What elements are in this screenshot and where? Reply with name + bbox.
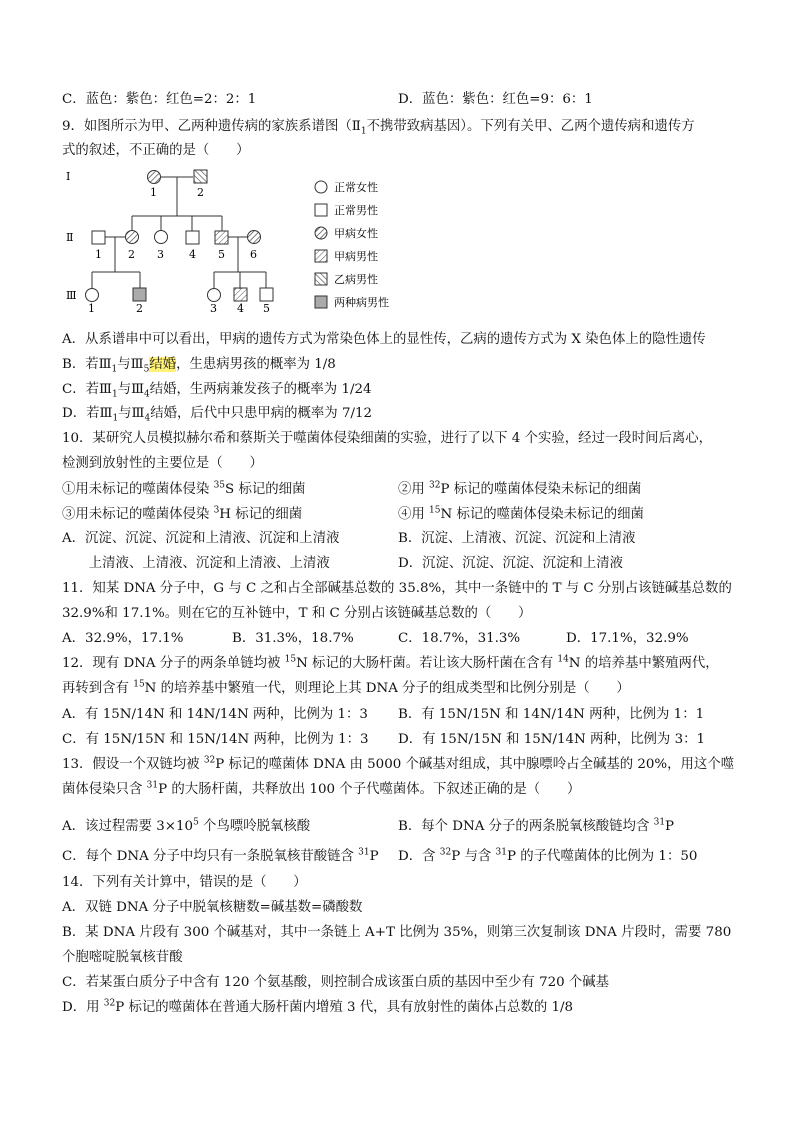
legend-b-male: 乙病男性 — [334, 273, 378, 286]
gen3-male-4 — [234, 288, 247, 301]
legend-normal-female: 正常女性 — [334, 181, 378, 194]
q12-option-a: A．有 15N/14N 和 14N/14N 两种，比例为 1：3 — [62, 707, 368, 722]
gen-label-2: Ⅱ — [66, 231, 74, 244]
q11-stem-line1: 11．知某 DNA 分子中，G 与 C 之和占全部碱基总数的 35.8%，其中一条链中的 T 与 C 分别占该链碱基总数的 — [62, 581, 732, 596]
q8-option-d: D．蓝色：紫色：红色=9：6：1 — [398, 92, 593, 107]
gen2-num-4: 4 — [189, 248, 196, 261]
legend-a-female: 甲病女性 — [334, 227, 378, 240]
q10-option-b: B．沉淀、上清液、沉淀、沉淀和上清液 — [398, 531, 636, 546]
q11-option-c: C．18.7%，31.3% — [398, 631, 521, 646]
gen3-num-5: 5 — [263, 302, 270, 313]
gen2-num-5: 5 — [218, 248, 225, 261]
q10-exp-2: ②用 $^{32}$P 标记的噬菌体侵染未标记的细菌 — [398, 480, 642, 497]
q14-option-b-line1: B．某 DNA 片段有 300 个碱基对，其中一条链上 A+T 比例为 35%，则第三次复制该 DNA 片段时，需要 780 — [62, 925, 732, 940]
q8-option-c: C．蓝色：紫色：红色=2：2：1 — [62, 92, 257, 107]
q13-option-a: A．该过程需要 $3\times 10^5$ 个鸟嘌呤脱氧核酸 — [62, 817, 311, 834]
gen3-num-3: 3 — [210, 302, 217, 313]
q11-option-d: D．17.1%，32.9% — [566, 631, 689, 646]
q13-option-c: C．每个 DNA 分子中均只有一条脱氧核苷酸链含 $^{31}$P — [62, 847, 379, 864]
gen2-female-3 — [155, 231, 168, 244]
gen1-num-2: 2 — [197, 186, 204, 199]
q11-option-a: A．32.9%，17.1% — [62, 631, 184, 646]
q14-stem: 14．下列有关计算中，错误的是（ ） — [62, 875, 307, 890]
gen3-female-1 — [86, 289, 99, 302]
gen1-num-1: 1 — [150, 186, 157, 199]
q14-option-c: C．若某蛋白质分子中含有 120 个氨基酸，则控制合成该蛋白质的基因中至少有 720 个碱基 — [62, 975, 610, 990]
gen3-num-4: 4 — [237, 302, 244, 313]
q14-option-b-line2: 个胞嘧啶脱氧核苷酸 — [62, 950, 183, 965]
q10-option-c: 上清液、上清液、沉淀和上清液、上清液 — [62, 556, 330, 571]
gen2-male-4 — [186, 231, 199, 244]
q10-option-d: D．沉淀、沉淀、沉淀、沉淀和上清液 — [398, 556, 623, 571]
gen2-male-1 — [92, 231, 105, 244]
q10-stem-line2: 检测到放射性的主要位是（ ） — [62, 456, 263, 471]
q12-option-c: C．有 15N/15N 和 15N/14N 两种，比例为 1：3 — [62, 732, 369, 747]
q10-exp-4: ④用 $^{15}$N 标记的噬菌体侵染未标记的细菌 — [398, 505, 644, 522]
q9-option-b: B．若$Ⅲ_1$与$Ⅲ_5$结婚，生患病男孩的概率为 1/8 — [62, 357, 336, 375]
q12-stem-line1: 12．现有 DNA 分子的两条单链均被 $^{15}$N 标记的大肠杆菌。若让该大肠杆菌在含有 $^{14}$N 的培养基中繁殖两代， — [62, 654, 719, 671]
legend-normal-male: 正常男性 — [334, 204, 378, 217]
q13-option-d: D．含 $^{32}$P 与含 $^{31}$P 的子代噬菌体的比例为 1：50 — [398, 847, 698, 864]
pedigree-diagram — [62, 168, 407, 313]
gen3-male-2 — [133, 288, 146, 301]
q13-stem-line1: 13．假设一个双链均被 $^{32}$P 标记的噬菌体 DNA 由 5000 个碱基对组成，其中腺嘌呤占全碱基的 20%，用这个噬 — [62, 755, 735, 772]
q9-option-c: C．若$Ⅲ_1$与$Ⅲ_4$结婚，生两病兼发孩子的概率为 1/24 — [62, 382, 372, 400]
gen2-male-5 — [215, 231, 228, 244]
q12-stem-line2: 再转到含有 $^{15}$N 的培养基中繁殖一代，则理论上其 DNA 分子的组成类型和比例分别是（ ） — [62, 679, 630, 696]
gen1-female-affected-a — [148, 171, 161, 184]
q11-option-b: B．31.3%，18.7% — [232, 631, 354, 646]
gen-label-1: Ⅰ — [66, 170, 71, 183]
gen3-male-5 — [260, 288, 273, 301]
q12-option-d: D．有 15N/15N 和 15N/14N 两种，比例为 3：1 — [398, 732, 706, 747]
gen2-female-2 — [126, 231, 139, 244]
q9-option-d: D．若$Ⅲ_1$与$Ⅲ_4$结婚，后代中只患甲病的概率为 7/12 — [62, 406, 373, 424]
q14-option-d: D．用 $^{32}$P 标记的噬菌体在普通大肠杆菌内增殖 3 代，具有放射性的菌体占总数的 1/8 — [62, 998, 574, 1015]
q14-option-a: A．双链 DNA 分子中脱氧核糖数=碱基数=磷酸数 — [62, 900, 363, 915]
q10-exp-3: ③用未标记的噬菌体侵染 $^3$H 标记的细菌 — [62, 505, 303, 522]
gen-label-3: Ⅲ — [66, 289, 77, 302]
legend-a-male: 甲病男性 — [334, 250, 378, 263]
gen2-num-2: 2 — [128, 248, 135, 261]
q9-option-a: A．从系谱串中可以看出，甲病的遗传方式为常染色体上的显性传，乙病的遗传方式为 X 染色体上的隐性遗传 — [62, 332, 706, 347]
q10-option-a: A．沉淀、沉淀、沉淀和上清液、沉淀和上清液 — [62, 531, 340, 546]
q10-exp-1: ①用未标记的噬菌体侵染 $^{35}$S 标记的细菌 — [62, 480, 306, 497]
q9-stem-line2: 式的叙述，不正确的是（ ） — [62, 143, 250, 158]
gen3-num-1: 1 — [88, 302, 95, 313]
gen3-num-2: 2 — [136, 302, 143, 313]
gen3-female-3 — [208, 289, 221, 302]
legend-both-male: 两种病男性 — [334, 296, 389, 309]
gen2-num-6: 6 — [250, 248, 257, 261]
q11-stem-line2: 32.9%和 17.1%。则在它的互补链中，T 和 C 分别占该链碱基总数的（ ） — [62, 606, 532, 621]
q12-option-b: B．有 15N/15N 和 14N/14N 两种，比例为 1：1 — [398, 707, 705, 722]
gen2-num-3: 3 — [157, 248, 164, 261]
q13-option-b: B．每个 DNA 分子的两条脱氧核酸链均含 $^{31}$P — [398, 817, 675, 834]
gen1-male-affected-b — [194, 170, 207, 183]
q13-stem-line2: 菌体侵染只含 $^{31}$P 的大肠杆菌，共释放出 100 个子代噬菌体。下叙述正确的是（ ） — [62, 780, 581, 797]
q9-stem-line1: 9．如图所示为甲、乙两种遗传病的家族系谱图（$Ⅱ_1$不携带致病基因）。下列有关甲、乙两个遗传病和遗传方 — [62, 119, 695, 137]
q10-stem-line1: 10．某研究人员模拟赫尔希和蔡斯关于噬菌体侵染细菌的实验，进行了以下 4 个实验，经过一段时间后离心， — [62, 431, 713, 446]
gen2-female-6 — [248, 231, 261, 244]
gen2-num-1: 1 — [95, 248, 102, 261]
